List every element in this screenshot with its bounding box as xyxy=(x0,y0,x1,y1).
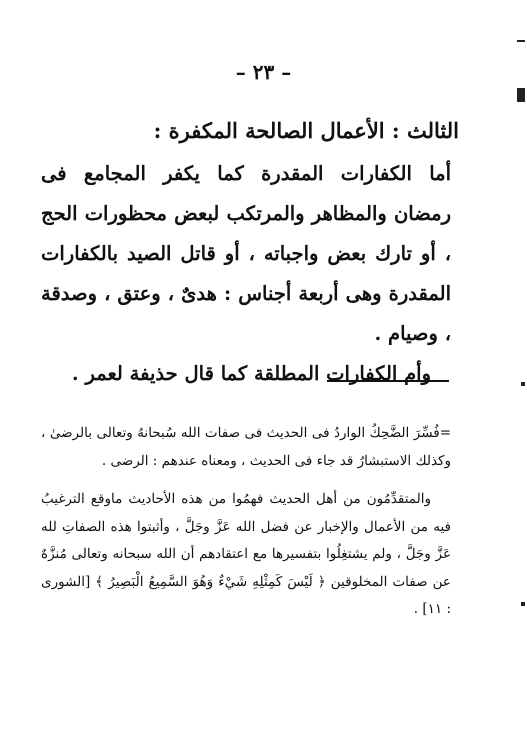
footnote-paragraph-1: =فُسِّرَ الضَّحِكُ الواردُ فى الحديث فى صفات الله سُبحانهُ وتعالى بالرضىٰ ، وكذلك الاستبشارُ قد جاء فى الحديث ، ومعناه عندهم : الرضى . xyxy=(41,425,451,469)
scan-edge-mark xyxy=(521,382,525,386)
footnotes xyxy=(41,420,451,624)
main-body xyxy=(41,154,451,394)
page-number: – ٢٣ – xyxy=(235,60,292,84)
scan-edge-mark xyxy=(517,40,525,42)
footnote-paragraph-2: والمتقدِّمُون من أهل الحديث فهمُوا من هذه الأحاديث ماوقع الترغيبُ فيه من الأعمال والإخبار عن فضل الله عَزَّ وجَلَّ ، وأثبتوا هذه الصفاتِ لله عَزَّ وجَلَّ ، ولم يشتغِلُوا بتفسيرها مع اعتقادهم أن الله سبحانه وتعالى مُنزَّهٌ عن صفات المخلوقين ﴿ لَيْسَ كَمِثْلِهِ شَيْءٌ وَهُوَ السَّمِيعُ الْبَصِيرُ ﴾ [الشورى : ١١] . xyxy=(41,491,451,617)
scan-edge-mark xyxy=(517,88,525,102)
section-heading: الثالث : الأعمال الصالحة المكفرة : xyxy=(153,118,459,143)
body-paragraph-1: أما الكفارات المقدرة كما يكفر المجامع فى رمضان والمظاهر والمرتكب لبعض محظورات الحج ، أو تارك بعض واجباته ، أو قاتل الصيد بالكفارات المقدرة وهى أربعة أجناس : هدىٌ ، وعتق ، وصدقة ، وصيام . xyxy=(41,162,451,345)
scan-edge-mark xyxy=(521,602,525,606)
body-paragraph-2: وأم الكفارات المطلقة كما قال حذيفة لعمر . xyxy=(71,362,431,385)
footnote-separator xyxy=(327,380,449,382)
